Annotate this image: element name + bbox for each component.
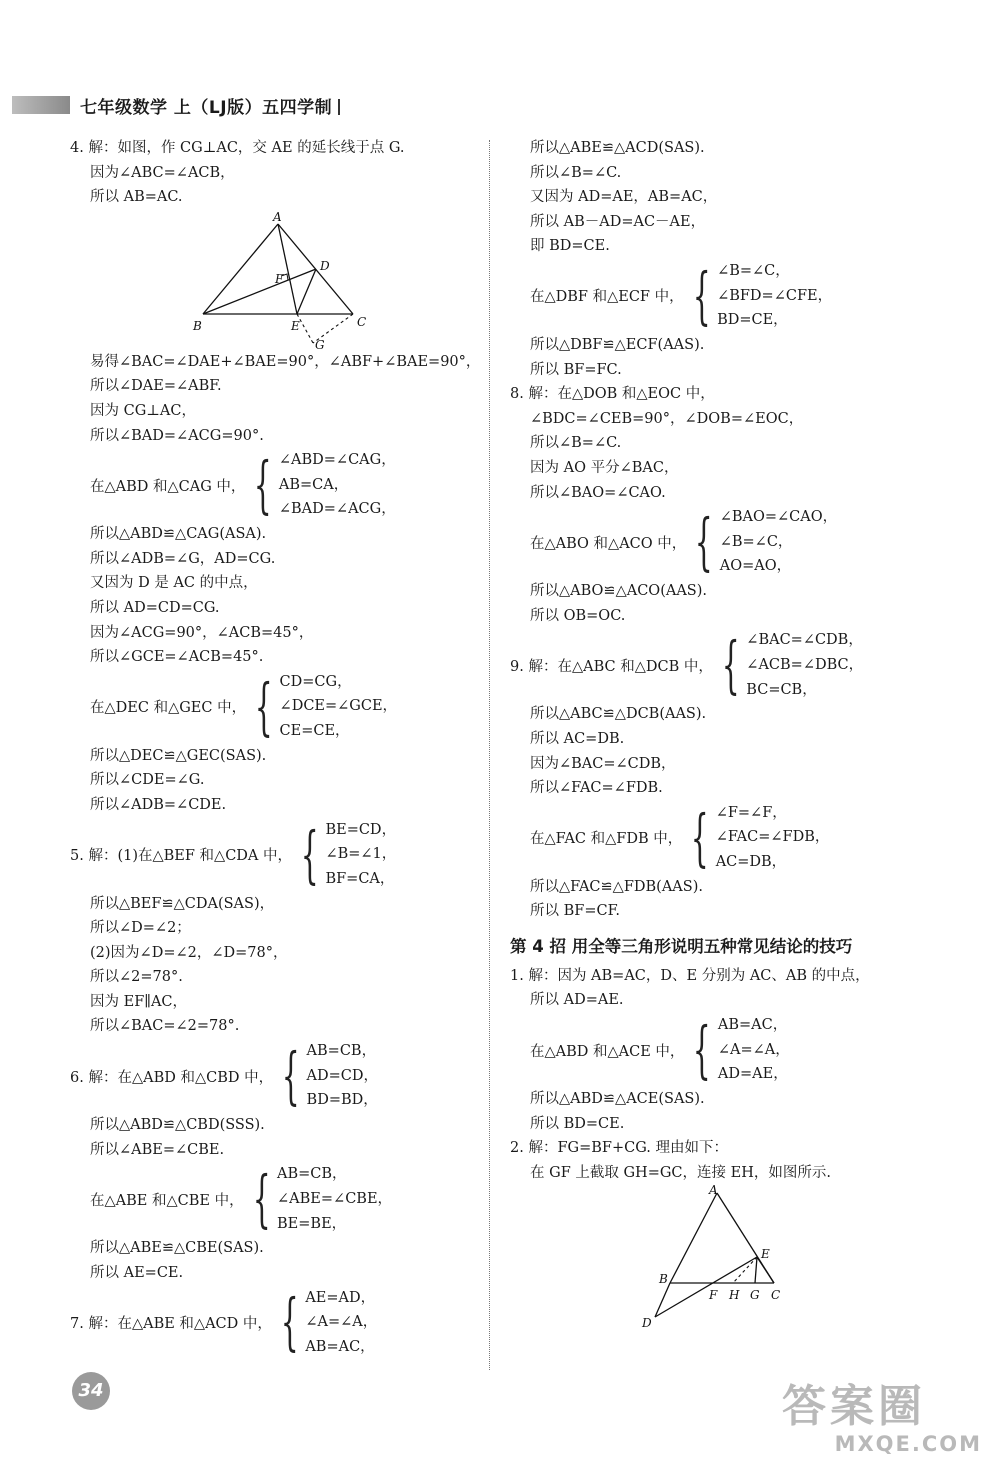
brace: {: [300, 817, 319, 891]
equation-system: [70, 1162, 480, 1236]
system-row: ∠FAC=∠FDB，: [715, 829, 830, 846]
q6-line: 所以∠ABE=∠CBE.: [90, 1141, 225, 1158]
system-row: ∠A=∠A，: [305, 1314, 378, 1331]
system-row: ∠F=∠F，: [715, 804, 787, 821]
system-lead: 6. 解：在△ABD 和△CBD 中，: [70, 1069, 274, 1086]
q5-line: 所以∠D=∠2；: [90, 920, 191, 937]
q5-line: 所以∠BAC=∠2=78°.: [90, 1018, 240, 1035]
q8-line: 所以∠B=∠C.: [530, 435, 622, 452]
q4-line: 所以∠GCE=∠ACB=45°.: [90, 649, 264, 666]
equation-system: [510, 505, 980, 579]
q4-line: 4. 解：如图，作 CG⊥AC，交 AE 的延长线于点 G.: [70, 140, 405, 156]
watermark-text: 答案圈: [782, 1381, 926, 1432]
q6-line: 所以 AE=CE.: [90, 1264, 184, 1281]
q9-line: 所以△FAC≌△FDB(AAS).: [530, 878, 703, 895]
system-row: AD=CD，: [306, 1067, 379, 1084]
system-row: ∠B=∠C，: [717, 263, 790, 280]
q4-line: 因为∠ACG=90°，∠ACB=45°，: [90, 624, 314, 641]
equation-system: [70, 1285, 480, 1359]
q7-line: 即 BD=CE.: [530, 238, 610, 255]
page-header: [12, 92, 340, 118]
q7-line: 所以△ABE≌△ACD(SAS).: [530, 140, 705, 156]
q5-line: 所以△BEF≌△CDA(SAS)，: [90, 895, 275, 912]
q4-line: 因为∠ABC=∠ACB，: [90, 164, 235, 181]
q4-line: 所以∠ADB=∠G，AD=CG.: [90, 550, 276, 567]
q9-line: 因为∠BAC=∠CDB，: [530, 755, 676, 772]
label-C: C: [771, 1288, 781, 1303]
right-column: [510, 136, 980, 1335]
system-row: ∠B=∠C，: [719, 533, 793, 550]
label-D: D: [642, 1316, 652, 1331]
q8-line: 所以 OB=OC.: [530, 607, 626, 624]
page-number: 34: [72, 1372, 110, 1410]
system-row: ∠BFD=∠CFE，: [717, 287, 833, 304]
system-lead: 7. 解：在△ABE 和△ACD 中，: [70, 1315, 272, 1332]
system-row: AB=AC，: [717, 1017, 788, 1034]
system-rows: [720, 505, 837, 579]
q4-figure: [70, 210, 480, 350]
q7-line: 所以 AB－AD=AC－AE，: [530, 213, 706, 230]
brace: {: [254, 669, 273, 743]
s4q2-line: 2. 解：FG=BF+CG. 理由如下：: [510, 1140, 728, 1157]
system-row: AB=CA，: [278, 476, 349, 493]
equation-system: [510, 259, 980, 333]
q5-line: 所以∠2=78°.: [90, 969, 183, 986]
system-row: ∠ABD=∠CAG，: [278, 452, 396, 469]
system-lead: 9. 解：在△ABC 和△DCB 中，: [510, 658, 713, 675]
q7-line: 所以 BF=FC.: [530, 361, 622, 378]
equation-system: [70, 818, 480, 892]
brace: {: [692, 258, 711, 332]
system-row: AB=CB，: [277, 1166, 347, 1183]
label-F: F: [275, 271, 284, 286]
brace: {: [252, 1162, 271, 1236]
s4q1-line: 所以 BD=CE.: [530, 1115, 625, 1132]
label-B: B: [193, 318, 202, 333]
column-divider: [489, 140, 490, 1370]
section-title: 第 4 招 用全等三角形说明五种常见结论的技巧: [510, 936, 853, 956]
label-H: H: [729, 1288, 740, 1303]
system-rows: [280, 670, 398, 744]
s4q1-line: 所以△ABD≌△ACE(SAS).: [530, 1091, 705, 1108]
q4-line: 所以∠DAE=∠ABF.: [90, 378, 222, 395]
system-row: ∠BAC=∠CDB，: [746, 632, 863, 649]
q9-line: 所以∠FAC=∠FDB.: [530, 780, 663, 797]
equation-system: [70, 670, 480, 744]
q8-line: 8. 解：在△DOB 和△EOC 中，: [510, 386, 715, 403]
s4q1-line: 所以 AD=AE.: [530, 992, 624, 1009]
left-column: [70, 136, 480, 1359]
system-lead: 在△DEC 和△GEC 中，: [90, 700, 247, 717]
q8-line: ∠BDC=∠CEB=90°，∠DOB=∠EOC，: [530, 410, 804, 427]
q4-line: 所以△ABD≌△CAG(ASA).: [90, 526, 267, 543]
label-A: A: [273, 209, 282, 224]
system-row: ∠BAO=∠CAO，: [719, 509, 838, 526]
label-B: B: [659, 1272, 668, 1287]
system-row: AB=CB，: [306, 1043, 377, 1060]
equation-system: [70, 448, 480, 522]
system-lead: 5. 解：(1)在△BEF 和△CDA 中，: [70, 848, 292, 864]
system-row: ∠ABE=∠CBE，: [277, 1190, 393, 1207]
q4-line: 易得∠BAC=∠DAE+∠BAE=90°，∠ABF+∠BAE=90°，: [90, 353, 481, 370]
q4-line: 所以∠ADB=∠CDE.: [90, 796, 227, 813]
system-row: BE=BE，: [277, 1215, 347, 1232]
system-lead: 在△DBF 和△ECF 中，: [530, 289, 684, 306]
system-row: BF=CA，: [325, 870, 395, 887]
system-rows: [277, 1162, 392, 1236]
system-rows: [746, 628, 863, 702]
system-lead: 在△ABE 和△CBE 中，: [90, 1192, 244, 1209]
system-row: CE=CE，: [279, 723, 350, 740]
system-row: AO=AO，: [719, 558, 792, 575]
system-row: AC=DB，: [715, 853, 787, 870]
system-rows: [717, 259, 832, 333]
equation-system: [70, 1039, 480, 1113]
q4-line: 所以∠CDE=∠G.: [90, 772, 205, 789]
system-row: BD=BD，: [306, 1092, 378, 1109]
q4-line: 因为 CG⊥AC，: [90, 402, 196, 419]
header-bar: [12, 96, 70, 114]
system-lead: 在△ABO 和△ACO 中，: [530, 535, 687, 552]
brace: {: [691, 800, 709, 874]
equation-system: [510, 801, 980, 875]
label-E: E: [291, 318, 300, 333]
system-row: BC=CB，: [746, 681, 817, 698]
q9-line: 所以 BF=CF.: [530, 903, 620, 920]
q9-line: 所以 AC=DB.: [530, 730, 625, 747]
label-A: A: [709, 1185, 718, 1198]
system-rows: [716, 801, 830, 875]
system-rows: [305, 1286, 377, 1360]
q8-line: 所以△ABO≌△ACO(AAS).: [530, 583, 707, 600]
brace: {: [254, 448, 273, 522]
q4-line: 所以△DEC≌△GEC(SAS).: [90, 747, 267, 764]
system-row: CD=CG，: [279, 673, 352, 690]
q9-line: 所以△ABC≌△DCB(AAS).: [530, 706, 707, 723]
brace: {: [693, 1013, 712, 1087]
brace: {: [721, 628, 740, 702]
system-rows: [718, 1013, 790, 1087]
label-G: G: [750, 1288, 760, 1303]
q8-line: 所以∠BAO=∠CAO.: [530, 484, 666, 501]
q8-line: 因为 AO 平分∠BAC，: [530, 459, 679, 476]
s4q2-line: 在 GF 上截取 GH=GC，连接 EH，如图所示.: [530, 1164, 831, 1181]
s4q1-line: 1. 解：因为 AB=AC，D、E 分别为 AC、AB 的中点，: [510, 967, 870, 984]
system-rows: [307, 1039, 378, 1113]
q5-line: (2)因为∠D=∠2，∠D=78°，: [90, 944, 288, 961]
label-F: F: [709, 1288, 718, 1303]
q4-line: 所以 AD=CD=CG.: [90, 599, 220, 616]
equation-system: [510, 628, 980, 702]
system-row: BD=CE，: [717, 312, 788, 329]
system-lead: 在△FAC 和△FDB 中，: [530, 831, 683, 848]
system-lead: 在△ABD 和△CAG 中，: [90, 478, 246, 495]
system-row: AD=AE，: [717, 1066, 788, 1083]
q5-line: 因为 EF∥AC，: [90, 993, 188, 1010]
label-G: G: [315, 337, 325, 350]
system-row: AE=AD，: [305, 1289, 376, 1306]
brace: {: [281, 1039, 300, 1113]
q4-line: 又因为 D 是 AC 的中点，: [90, 575, 258, 592]
system-row: ∠ACB=∠DBC，: [746, 657, 864, 674]
s4q2-figure: [510, 1185, 980, 1335]
label-E: E: [761, 1247, 770, 1262]
q7-line: 所以∠B=∠C.: [530, 164, 622, 181]
q6-line: 所以△ABE≌△CBE(SAS).: [90, 1240, 264, 1257]
watermark-logo: [782, 1382, 982, 1466]
watermark-url: MXQE.COM: [834, 1432, 982, 1456]
system-row: ∠BAD=∠ACG，: [278, 501, 396, 518]
q7-line: 所以△DBF≌△ECF(AAS).: [530, 336, 705, 353]
system-row: ∠B=∠1，: [325, 846, 397, 863]
header-title: 七年级数学 上（LJ版）五四学制: [80, 93, 340, 118]
q4-line: 所以∠BAD=∠ACG=90°.: [90, 427, 264, 444]
q4-line: 所以 AB=AC.: [90, 189, 183, 206]
system-rows: [279, 448, 396, 522]
system-rows: [325, 818, 396, 892]
q6-line: 所以△ABD≌△CBD(SSS).: [90, 1117, 265, 1134]
label-D: D: [320, 258, 330, 273]
equation-system: [510, 1013, 980, 1087]
system-row: AB=AC，: [305, 1338, 375, 1355]
brace: {: [695, 505, 713, 579]
system-row: ∠A=∠A，: [717, 1041, 790, 1058]
system-lead: 在△ABD 和△ACE 中，: [530, 1043, 685, 1060]
q7-line: 又因为 AD=AE，AB=AC，: [530, 189, 718, 206]
system-row: ∠DCE=∠GCE，: [279, 698, 398, 715]
brace: {: [280, 1285, 299, 1359]
label-C: C: [357, 314, 367, 329]
system-row: BE=CD，: [325, 821, 397, 838]
